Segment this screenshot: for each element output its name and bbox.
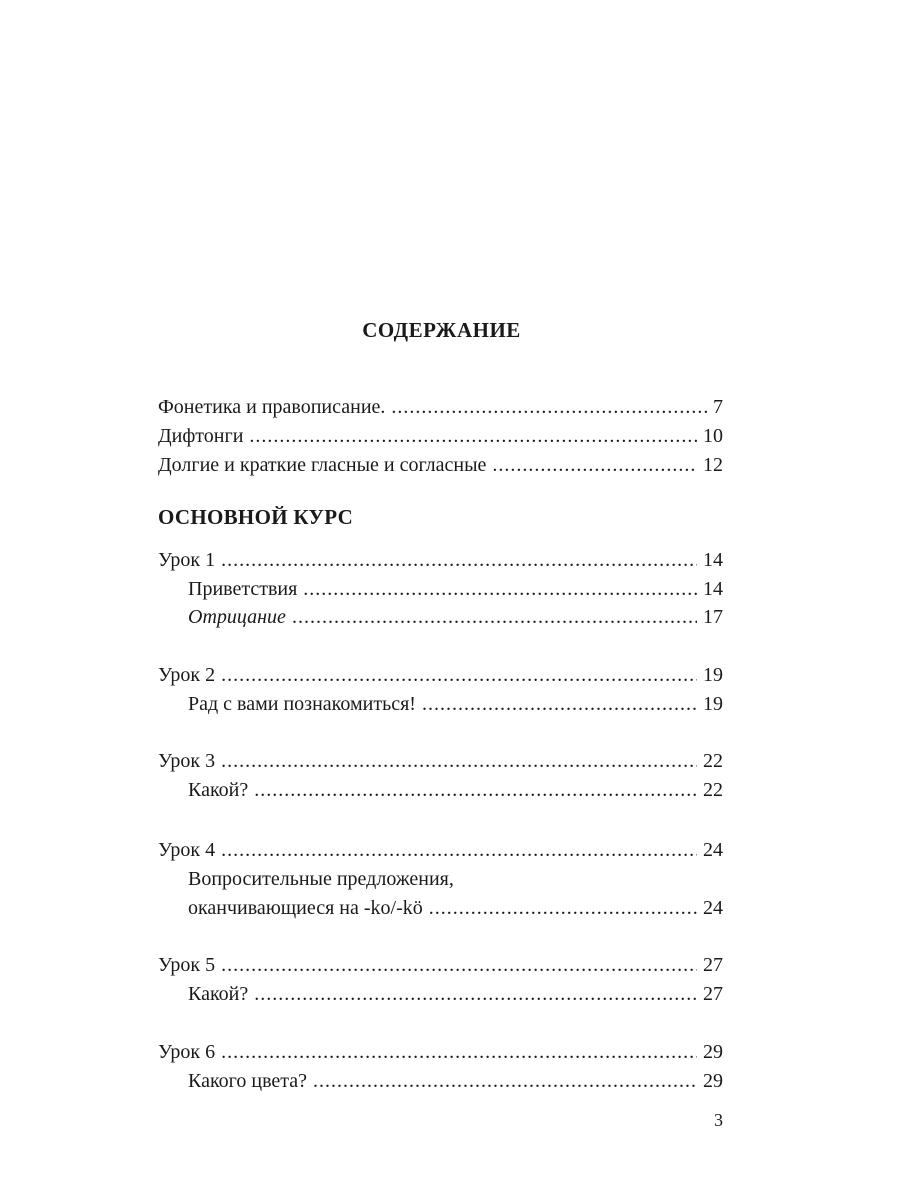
entry-label: Дифтонги xyxy=(158,425,244,447)
entry-page-number: 10 xyxy=(703,425,723,447)
entry-label: Какой? xyxy=(188,779,249,801)
entry-label: оканчивающиеся на -ko/-kö xyxy=(188,897,423,919)
dot-leader xyxy=(391,395,707,419)
dot-leader xyxy=(221,663,697,687)
entry-label: Приветствия xyxy=(188,578,298,600)
dot-leader xyxy=(221,1040,697,1064)
entry-label: Урок 3 xyxy=(158,750,216,772)
entry-label: Какой? xyxy=(188,983,249,1005)
toc-entry-what-kind xyxy=(188,778,723,802)
dot-leader xyxy=(254,982,697,1006)
dot-leader xyxy=(221,548,697,572)
section-title-main-course: ОСНОВНОЙ КУРС xyxy=(158,505,354,529)
entry-page-number: 27 xyxy=(703,954,723,976)
entry-page-number: 27 xyxy=(703,983,723,1005)
dot-leader xyxy=(303,577,697,601)
toc-entry-negation xyxy=(188,605,723,629)
toc-entry-what-kind-2 xyxy=(188,982,723,1006)
toc-entry-greetings xyxy=(188,577,723,601)
toc-entry-nice-to-meet xyxy=(188,692,723,716)
entry-label: Урок 5 xyxy=(158,954,216,976)
entry-label: Урок 4 xyxy=(158,839,216,861)
entry-page-number: 19 xyxy=(703,693,723,715)
dot-leader xyxy=(249,424,697,448)
entry-label: Фонетика и правописание. xyxy=(158,396,386,418)
entry-page-number: 12 xyxy=(703,454,723,476)
dot-leader xyxy=(221,953,697,977)
toc-entry-lesson-6 xyxy=(158,1040,723,1064)
toc-entry-diphthongs xyxy=(158,424,723,448)
entry-label: Урок 2 xyxy=(158,664,216,686)
toc-entry-lesson-4 xyxy=(158,838,723,862)
entry-page-number: 19 xyxy=(703,664,723,686)
toc-entry-lesson-5 xyxy=(158,953,723,977)
entry-label: Долгие и краткие гласные и согласные xyxy=(158,454,487,476)
toc-entry-questions-line1: Вопросительные предложения, xyxy=(188,868,454,890)
toc-entry-lesson-1 xyxy=(158,548,723,572)
toc-entry-what-color xyxy=(188,1069,723,1093)
dot-leader xyxy=(422,692,697,716)
dot-leader xyxy=(429,896,697,920)
entry-page-number: 29 xyxy=(703,1041,723,1063)
entry-page-number: 14 xyxy=(703,578,723,600)
dot-leader xyxy=(292,605,697,629)
toc-entry-lesson-2 xyxy=(158,663,723,687)
toc-entry-phonetics xyxy=(158,395,723,419)
toc-entry-questions xyxy=(188,896,723,920)
toc-entry-long-short xyxy=(158,453,723,477)
dot-leader xyxy=(313,1069,697,1093)
dot-leader xyxy=(254,778,697,802)
toc-entry-lesson-3 xyxy=(158,749,723,773)
dot-leader xyxy=(221,749,697,773)
entry-page-number: 22 xyxy=(703,779,723,801)
entry-label: Какого цвета? xyxy=(188,1070,308,1092)
entry-label: Урок 1 xyxy=(158,549,216,571)
entry-page-number: 22 xyxy=(703,750,723,772)
entry-page-number: 24 xyxy=(703,897,723,919)
entry-label: Урок 6 xyxy=(158,1041,216,1063)
entry-page-number: 24 xyxy=(703,839,723,861)
entry-page-number: 14 xyxy=(703,549,723,571)
page-folio: 3 xyxy=(714,1110,723,1130)
entry-label: Рад с вами познакомиться! xyxy=(188,693,416,715)
toc-title: СОДЕРЖАНИЕ xyxy=(362,318,521,342)
dot-leader xyxy=(221,838,697,862)
dot-leader xyxy=(492,453,697,477)
entry-page-number: 17 xyxy=(703,606,723,628)
entry-label: Отрицание xyxy=(188,606,286,628)
entry-page-number: 29 xyxy=(703,1070,723,1092)
entry-page-number: 7 xyxy=(713,396,723,418)
